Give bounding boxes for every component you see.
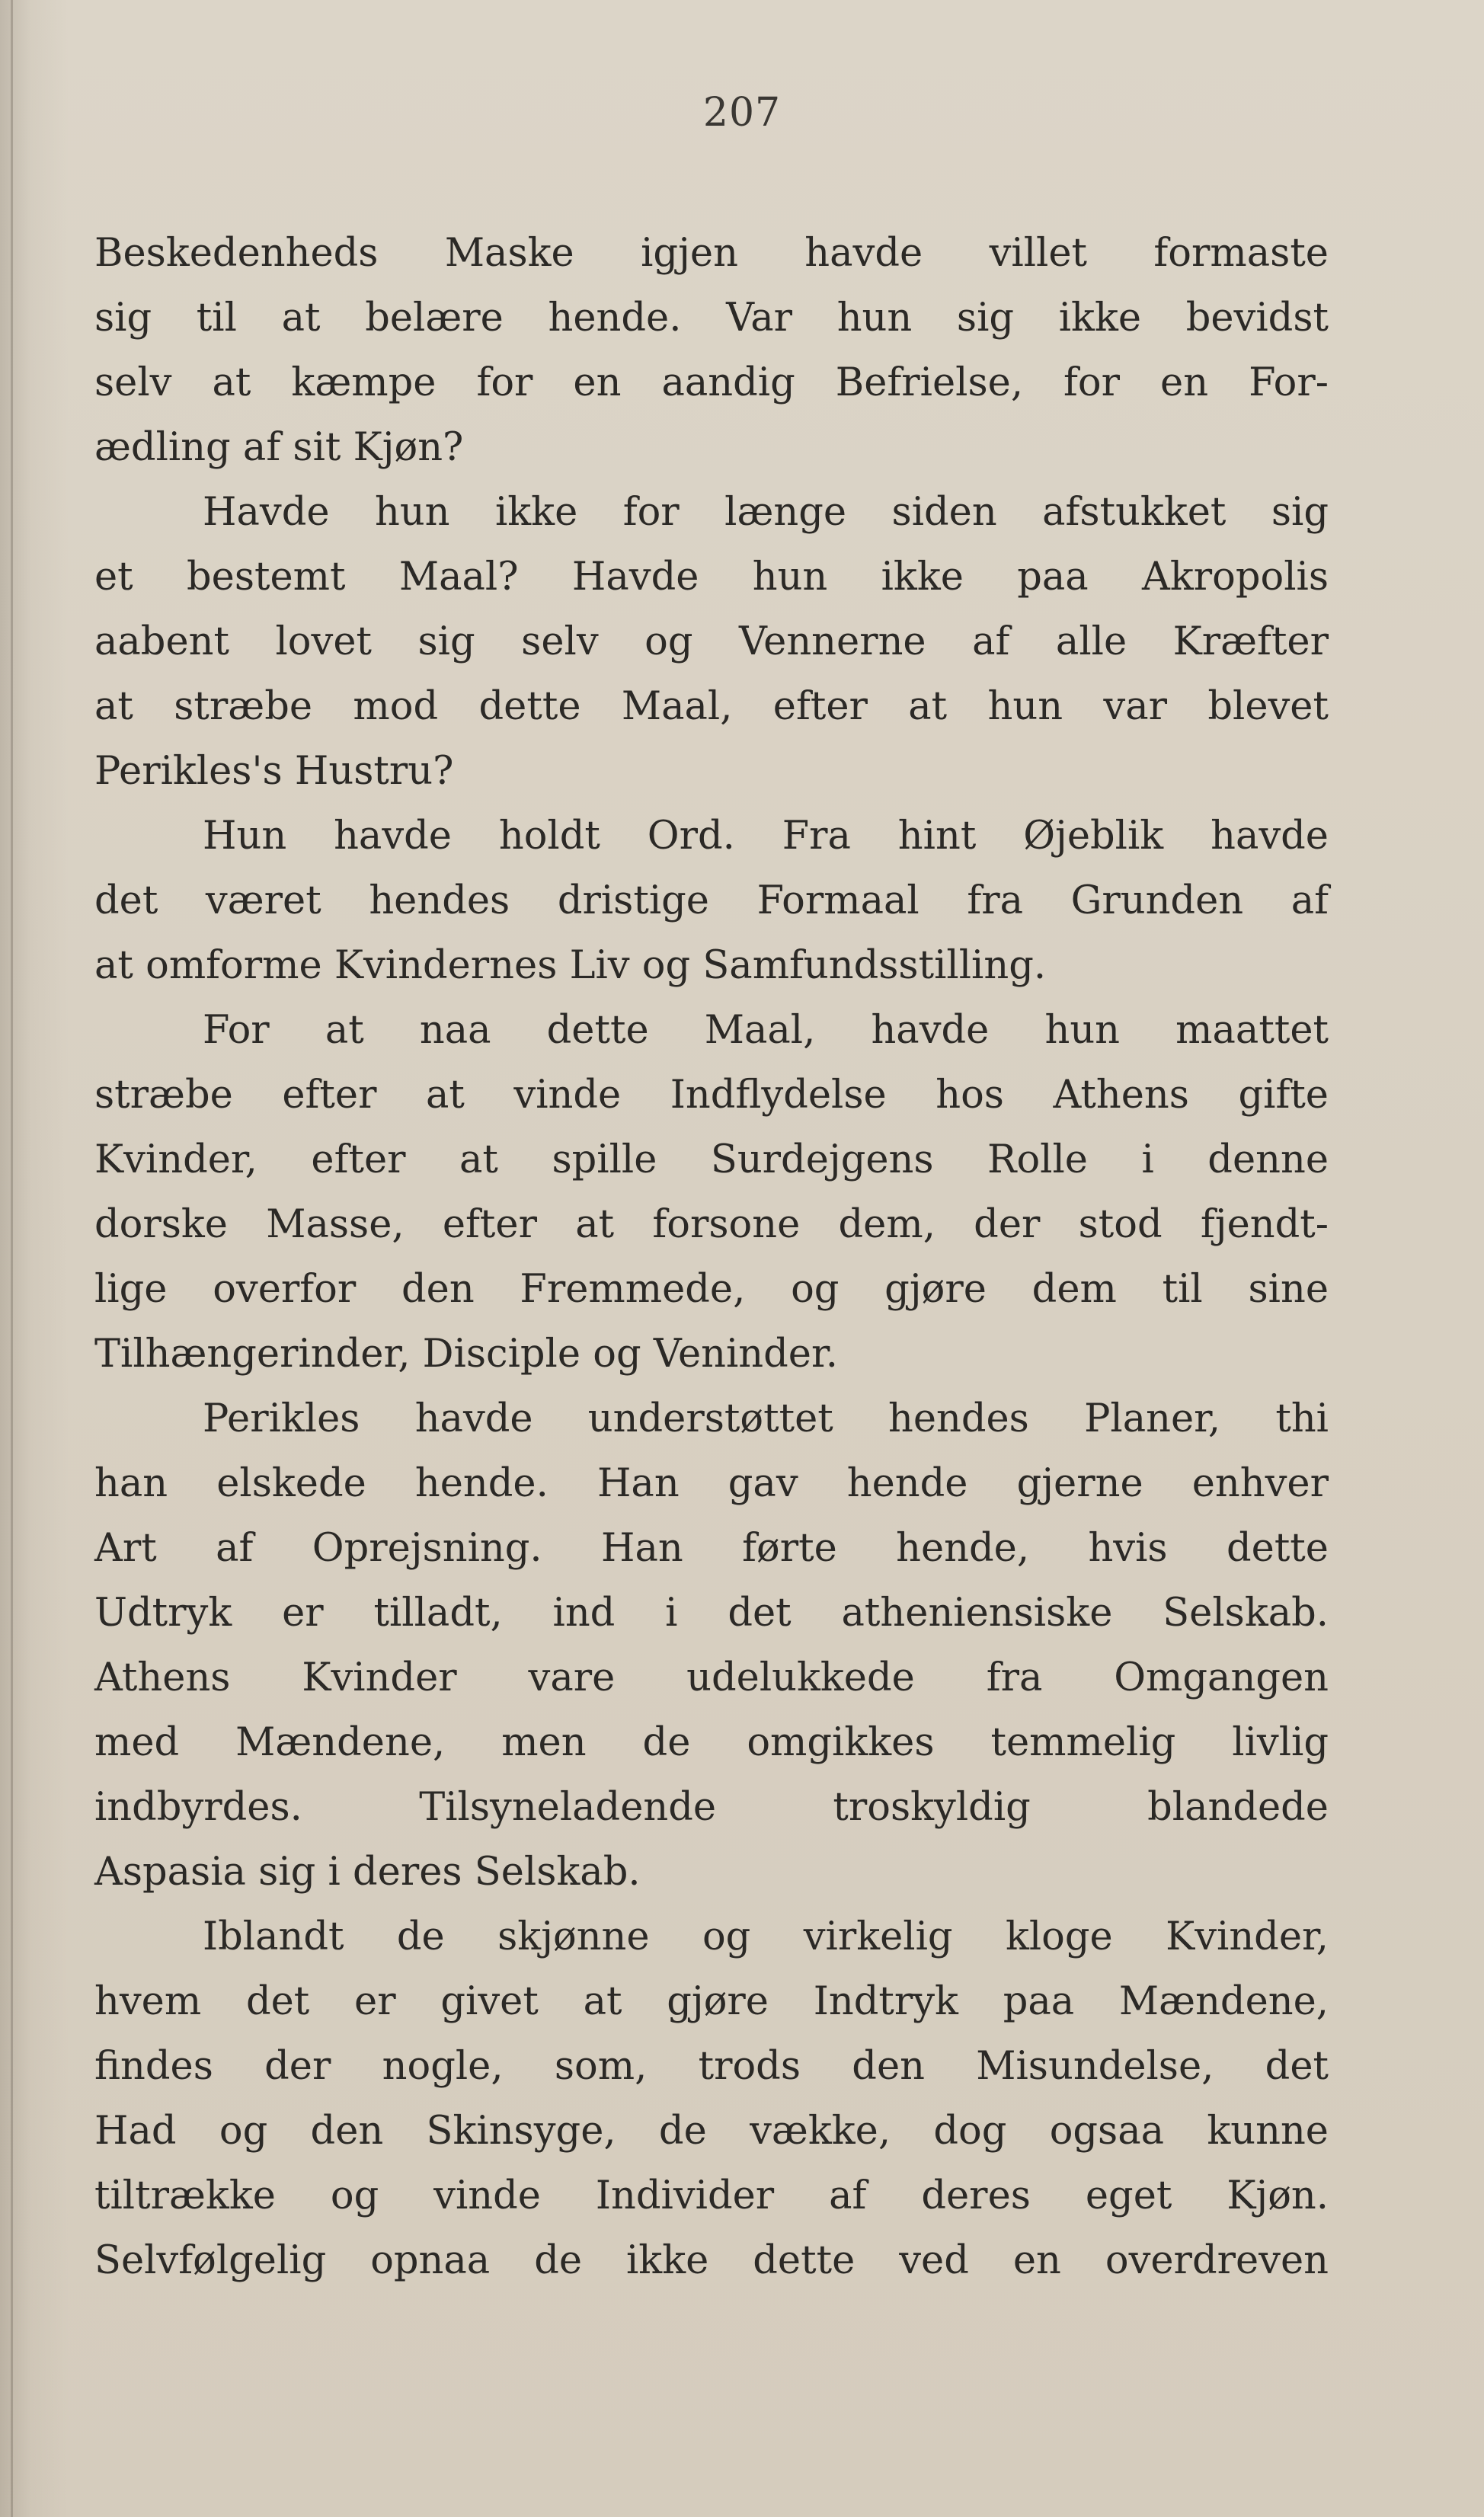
text-line: indbyrdes. Tilsyneladende troskyldig blandede	[94, 1785, 1329, 1830]
body-text	[94, 221, 1329, 2293]
text-line: Beskedenheds Maske igjen havde villet formaste	[94, 231, 1329, 276]
text-line: at omforme Kvindernes Liv og Samfundsstilling.	[94, 943, 1047, 988]
text-line: stræbe efter at vinde Indflydelse hos Athens gifte	[94, 1073, 1329, 1118]
text-line: ædling af sit Kjøn?	[94, 425, 464, 470]
text-line: Kvinder, efter at spille Surdejgens Rolle i denne	[94, 1137, 1329, 1182]
text-line: hvem det er givet at gjøre Indtryk paa Mændene,	[94, 1979, 1329, 2024]
text-line: Selvfølgelig opnaa de ikke dette ved en overdreven	[94, 2238, 1329, 2283]
text-line: aabent lovet sig selv og Vennerne af alle Kræfter	[94, 619, 1329, 664]
text-line: Udtryk er tilladt, ind i det atheniensiske Selskab.	[94, 1591, 1329, 1636]
text-line: med Mændene, men de omgikkes temmelig livlig	[94, 1720, 1329, 1765]
text-line: Perikles's Hustru?	[94, 749, 454, 794]
text-line: Aspasia sig i deres Selskab.	[94, 1850, 641, 1895]
text-line: han elskede hende. Han gav hende gjerne enhver	[94, 1461, 1329, 1506]
text-line: For at naa dette Maal, havde hun maattet	[203, 1008, 1329, 1053]
page-number: 207	[702, 90, 782, 136]
page-gutter-shadow	[11, 0, 13, 2517]
text-line: Tilhængerinder, Disciple og Veninder.	[94, 1332, 838, 1377]
text-line: Perikles havde understøttet hendes Planer, thi	[203, 1396, 1329, 1441]
text-line: dorske Masse, efter at forsone dem, der stod fjendt-	[94, 1202, 1329, 1247]
text-line: det været hendes dristige Formaal fra Grunden af	[94, 878, 1329, 923]
text-line: selv at kæmpe for en aandig Befrielse, for en For-	[94, 360, 1329, 405]
text-line: Havde hun ikke for længe siden afstukket sig	[203, 490, 1329, 535]
text-line: lige overfor den Fremmede, og gjøre dem til sine	[94, 1267, 1329, 1312]
text-line: findes der nogle, som, trods den Misundelse, det	[94, 2044, 1329, 2089]
text-line: sig til at belære hende. Var hun sig ikke bevidst	[94, 296, 1329, 341]
text-line: Had og den Skinsyge, de vække, dog ogsaa kunne	[94, 2109, 1329, 2154]
text-line: at stræbe mod dette Maal, efter at hun var blevet	[94, 684, 1329, 729]
text-line: et bestemt Maal? Havde hun ikke paa Akropolis	[94, 555, 1329, 600]
text-line: Art af Oprejsning. Han førte hende, hvis dette	[94, 1526, 1329, 1571]
text-line: Hun havde holdt Ord. Fra hint Øjeblik havde	[203, 814, 1329, 859]
text-line: Iblandt de skjønne og virkelig kloge Kvinder,	[203, 1914, 1329, 1959]
text-line: tiltrække og vinde Individer af deres eget Kjøn.	[94, 2173, 1329, 2218]
text-line: Athens Kvinder vare udelukkede fra Omgangen	[94, 1655, 1329, 1700]
